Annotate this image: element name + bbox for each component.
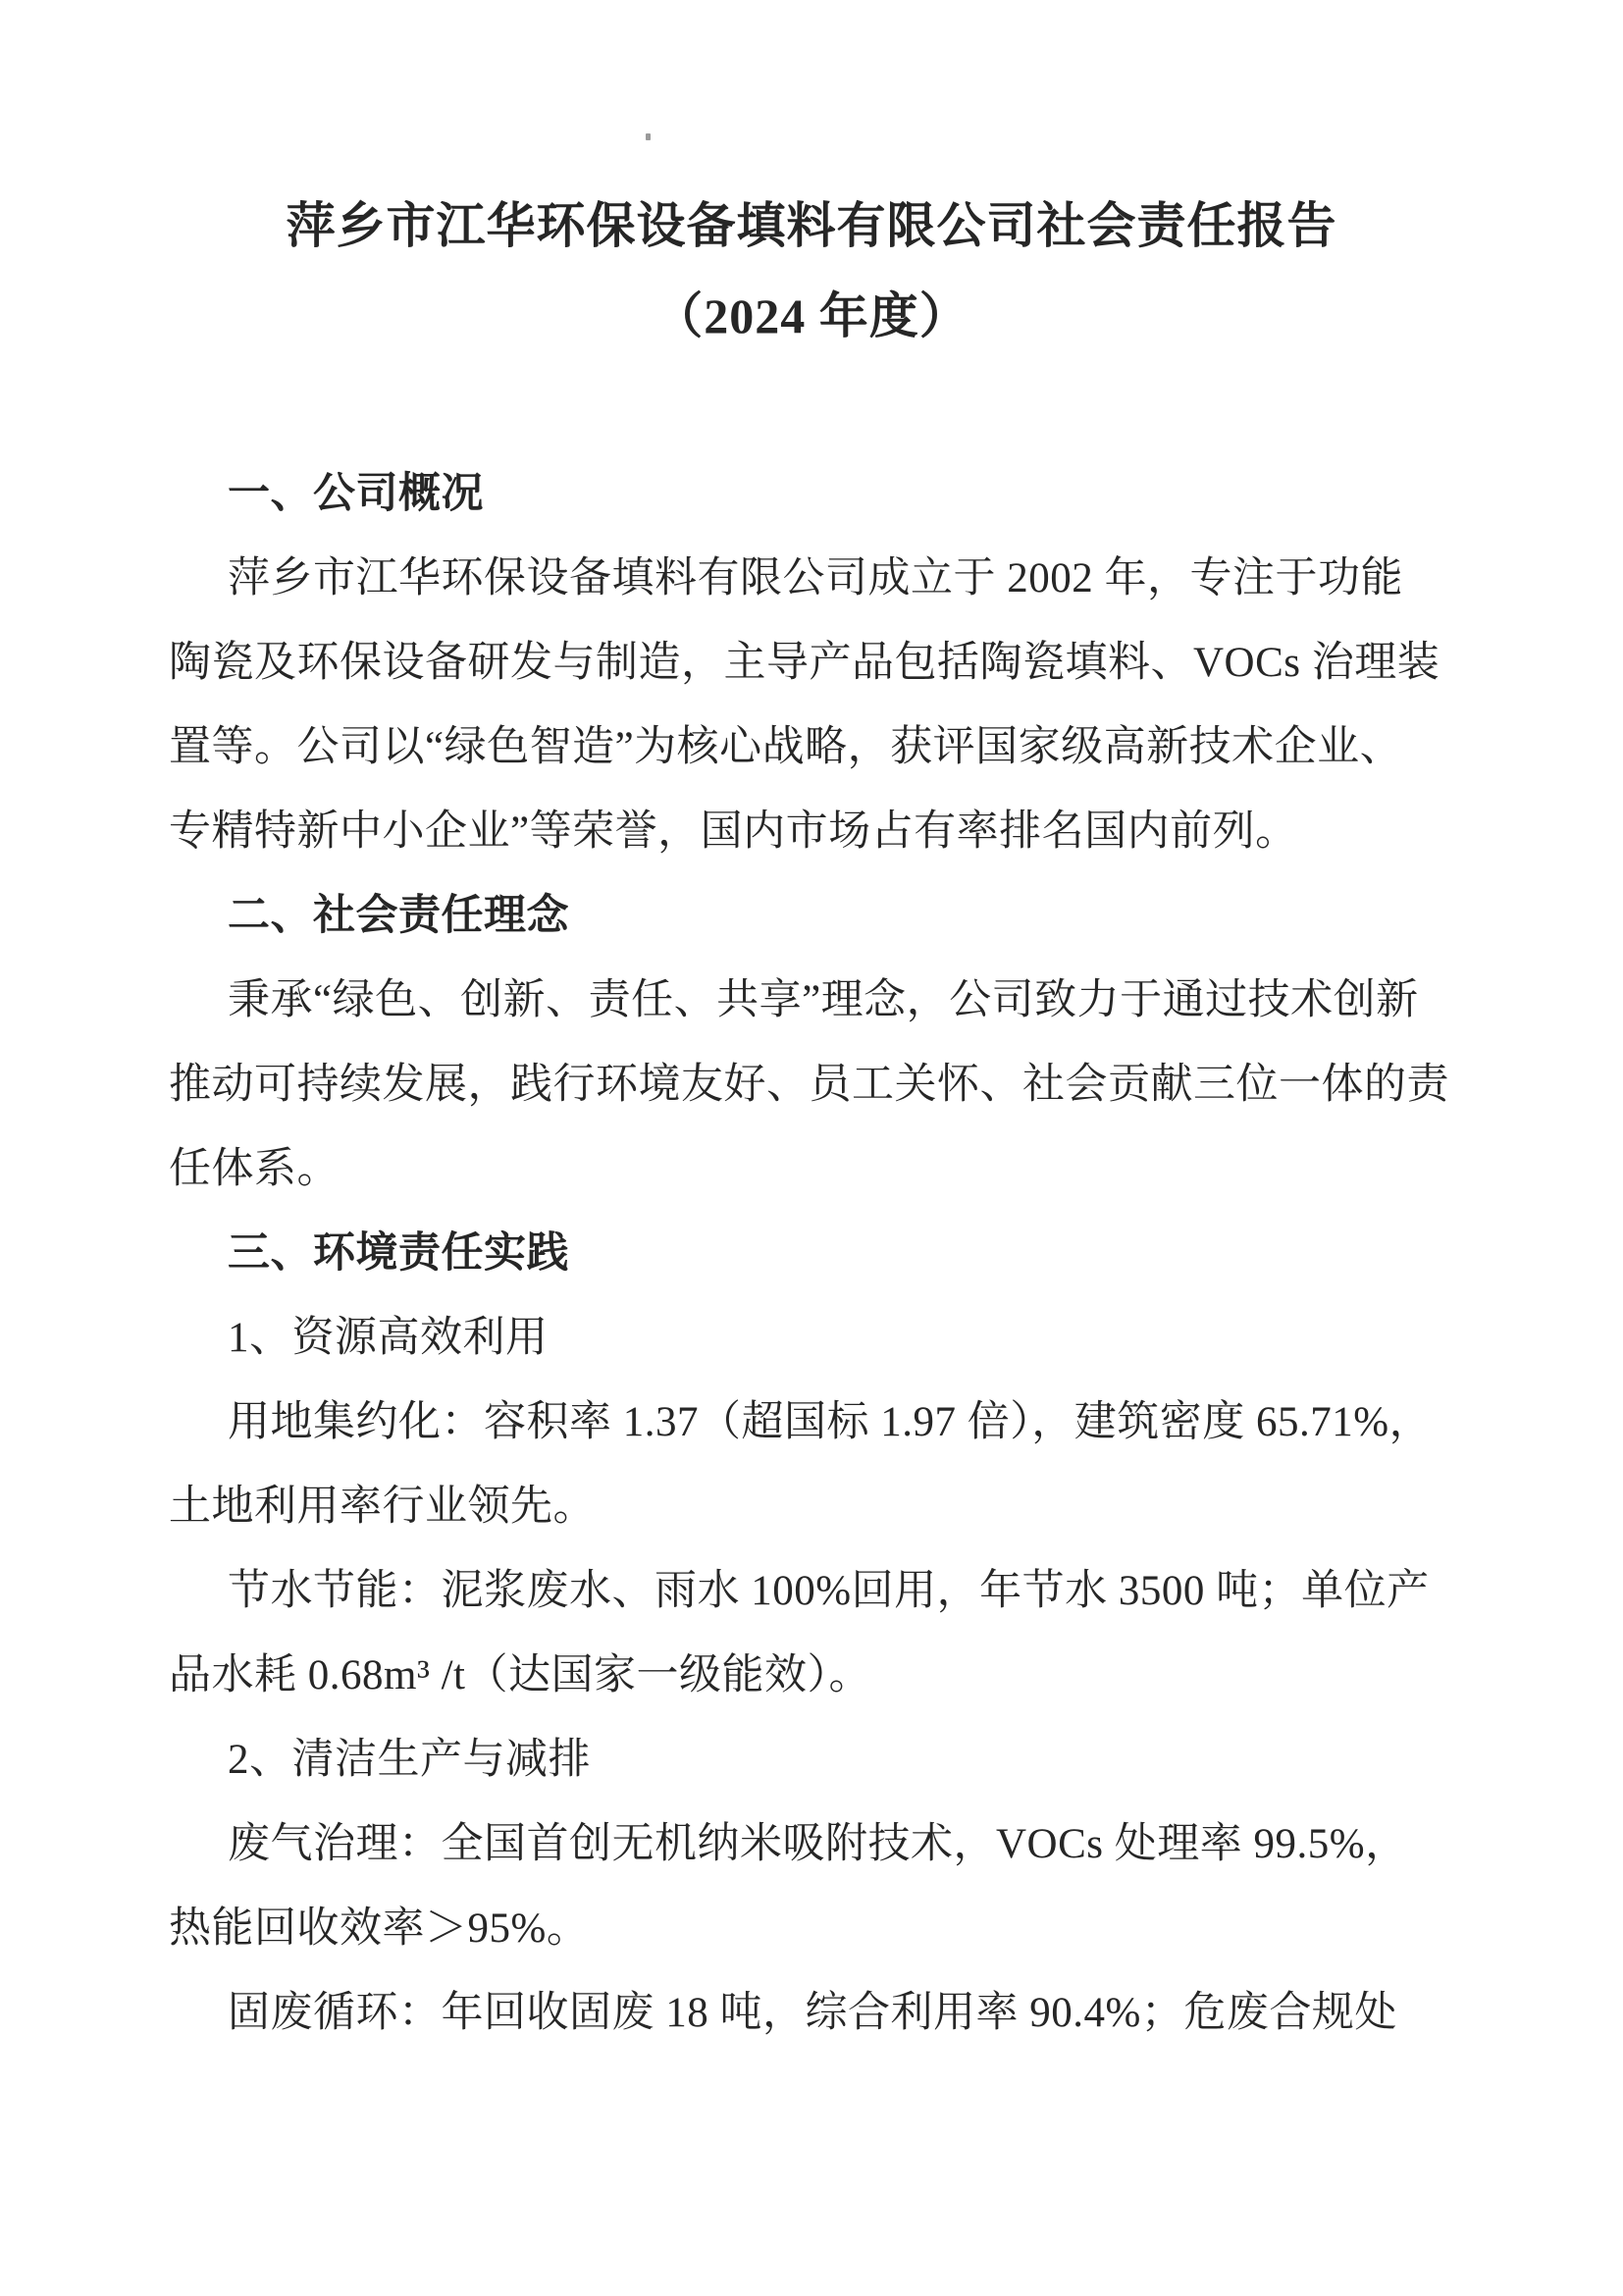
document-title-line1: 萍乡市江华环保设备填料有限公司社会责任报告 <box>286 198 1337 253</box>
text-line: 2、清洁生产与减排 <box>228 1737 591 1783</box>
text-line: 用地集约化：容积率 1.37（超国标 1.97 倍），建筑密度 65.71%， <box>228 1399 1433 1445</box>
text-line: 专精特新中小企业”等荣誉，国内市场占有率排名国内前列。 <box>169 809 1298 855</box>
text-line: 置等。公司以“绿色智造”为核心战略，获评国家级高新技术企业、 <box>169 724 1403 770</box>
text-line: 土地利用率行业领先。 <box>169 1484 596 1530</box>
text-line: 萍乡市江华环保设备填料有限公司成立于 2002 年，专注于功能 <box>228 555 1403 601</box>
text-line: 一、公司概况 <box>228 471 484 517</box>
text-line: 节水节能：泥浆废水、雨水 100%回用，年节水 3500 吨；单位产 <box>228 1568 1430 1614</box>
text-line: 秉承“绿色、创新、责任、共享”理念，公司致力于通过技术创新 <box>228 977 1419 1023</box>
text-line: 三、环境责任实践 <box>228 1230 569 1277</box>
scan-artifact-speck <box>646 133 651 140</box>
document-title-line2: （2024 年度） <box>654 288 969 343</box>
text-line: 品水耗 0.68m³ /t（达国家一级能效）。 <box>169 1652 871 1698</box>
text-line: 1、资源高效利用 <box>228 1315 549 1361</box>
body-lines <box>0 452 1623 2056</box>
text-line: 推动可持续发展，践行环境友好、员工关怀、社会贡献三位一体的责 <box>169 1062 1449 1108</box>
text-line: 二、社会责任理念 <box>228 893 569 939</box>
document-title-block <box>0 0 1623 361</box>
text-line: 废气治理：全国首创无机纳米吸附技术，VOCs 处理率 99.5%， <box>228 1821 1408 1867</box>
text-line: 热能回收效率＞95%。 <box>169 1905 590 1952</box>
text-line: 陶瓷及环保设备研发与制造，主导产品包括陶瓷填料、VOCs 治理装 <box>169 640 1440 686</box>
text-line: 固废循环：年回收固废 18 吨，综合利用率 90.4%；危废合规处 <box>228 1990 1397 2036</box>
text-line: 任体系。 <box>169 1146 340 1192</box>
